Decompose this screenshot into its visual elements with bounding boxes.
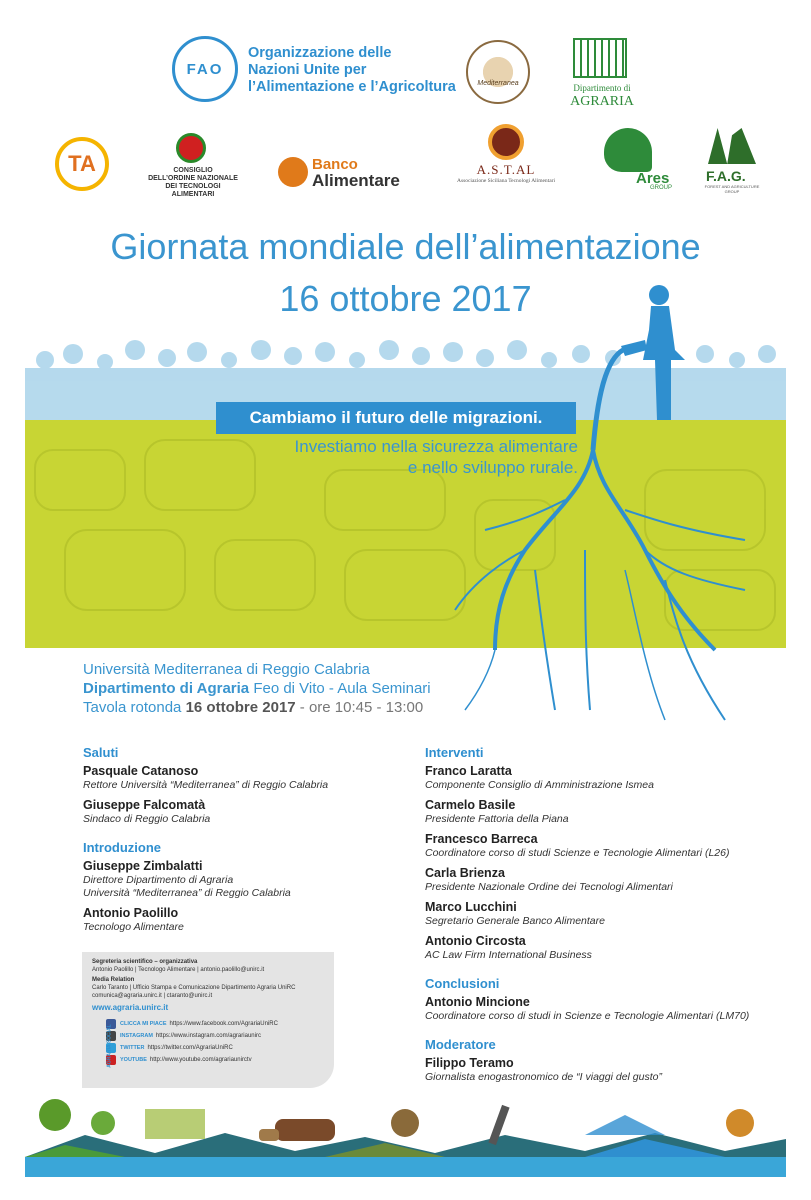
footer-water — [25, 1157, 786, 1177]
social-row-youtube[interactable] — [106, 1054, 324, 1066]
social-row-instagram[interactable] — [106, 1030, 324, 1042]
media-line2: comunica@agraria.unirc.it | ctaranto@unirc.it — [92, 993, 213, 999]
moderatore-heading: Moderatore — [425, 1037, 496, 1052]
ares-sub: GROUP — [650, 185, 673, 191]
fag-sub: FOREST AND AGRICULTURE GROUP — [704, 184, 760, 194]
interventi-heading: Interventi — [425, 745, 484, 760]
fish-icon — [585, 1115, 665, 1135]
astal-logo-text — [448, 162, 564, 184]
speaker-name: Francesco Barreca — [425, 832, 538, 846]
social-label: YOUTUBE — [120, 1057, 147, 1063]
university-seal-logo — [466, 40, 530, 104]
speaker-role: Presidente Fattoria della Piana — [425, 813, 569, 825]
speaker-name: Franco Laratta — [425, 764, 512, 778]
department-name: Dipartimento di Agraria — [83, 680, 250, 697]
media-line1: Carlo Taranto | Ufficio Stampa e Comunicazione Dipartimento Agraria UniRC — [92, 985, 296, 991]
speaker — [83, 859, 423, 900]
tree-icon — [39, 1099, 71, 1131]
fao-name — [248, 45, 456, 96]
speaker-role: Coordinatore corso di studi in Scienze e Tecnologie Alimentari (LM70) — [425, 1010, 750, 1022]
astal-sub: Associazione Siciliana Tecnologi Alimentari — [456, 178, 556, 184]
event-time: - ore 10:45 - 13:00 — [299, 699, 424, 716]
website-link[interactable]: www.agraria.unirc.it — [92, 1003, 169, 1012]
italian-emblem-icon — [176, 133, 206, 163]
tree-icon — [91, 1111, 115, 1135]
social-url[interactable]: https://www.facebook.com/AgrariaUniRC — [169, 1021, 278, 1027]
social-url[interactable]: https://www.instagram.com/agrariaunirc — [155, 1033, 261, 1039]
social-links — [92, 1018, 324, 1066]
campaign-message-bold: Cambiamo il futuro delle migrazioni. — [216, 402, 576, 434]
conclusioni-heading: Conclusioni — [425, 976, 500, 991]
fao-logo: FAO — [172, 36, 238, 102]
speaker-role: Rettore Università “Mediterranea” di Reggio Calabria — [83, 779, 329, 791]
speaker — [425, 866, 795, 894]
fao-name-line3: l’Alimentazione e l’Agricoltura — [248, 79, 456, 95]
banner-illustration — [25, 250, 786, 730]
speaker-role: Giornalista enogastronomico de “I viaggi del gusto” — [425, 1071, 662, 1083]
contacts-box — [82, 952, 334, 1088]
program-right-column — [425, 745, 795, 1090]
astal-name: A.S.T.AL — [476, 162, 536, 177]
agraria-name: AGRARIA — [570, 94, 634, 109]
speaker-name: Filippo Teramo — [425, 1056, 514, 1070]
speaker — [425, 900, 795, 928]
grass-icon — [145, 1109, 205, 1139]
speaker-role-line2: Università “Mediterranea” di Reggio Calabria — [83, 887, 291, 899]
event-title: Giornata mondiale dell’alimentazione — [110, 226, 701, 267]
speaker-role: Sindaco di Reggio Calabria — [83, 813, 211, 825]
footer-landscape — [25, 1095, 786, 1177]
banco-line2: Alimentare — [312, 171, 400, 190]
social-row-facebook[interactable] — [106, 1018, 324, 1030]
speaker-name: Antonio Mincione — [425, 995, 530, 1009]
food-bowl-icon — [391, 1109, 419, 1137]
social-vertical-label: AGRARIA SOCIAL — [106, 1024, 113, 1068]
speaker — [83, 764, 423, 792]
speaker-role: Componente Consiglio di Amministrazione Ismea — [425, 779, 654, 791]
speaker-name: Marco Lucchini — [425, 900, 517, 914]
social-url[interactable]: http://www.youtube.com/agrariaunirctv — [149, 1057, 252, 1063]
media-heading: Media Relation — [92, 977, 135, 983]
speaker-name: Antonio Circosta — [425, 934, 526, 948]
ares-helmet-icon — [604, 128, 652, 172]
campaign-message — [216, 436, 578, 478]
speaker — [425, 764, 795, 792]
event-format-date: 16 ottobre 2017 — [185, 699, 296, 716]
speaker-name: Carmelo Basile — [425, 798, 516, 812]
produce-icon — [726, 1109, 754, 1137]
cnta-line3: DEI TECNOLOGI ALIMENTARI — [165, 183, 221, 198]
program-left-column — [83, 745, 423, 940]
speaker — [83, 798, 423, 826]
banco-alimentare-logo-text — [312, 157, 400, 189]
speaker — [425, 798, 795, 826]
speaker-name: Carla Brienza — [425, 866, 505, 880]
agraria-logo-text — [562, 82, 642, 108]
social-row-twitter[interactable] — [106, 1042, 324, 1054]
speaker-name: Giuseppe Zimbalatti — [83, 859, 203, 873]
speaker-role: Presidente Nazionale Ordine dei Tecnologi Alimentari — [425, 881, 673, 893]
speaker-role: Tecnologo Alimentare — [83, 921, 184, 933]
campaign-message-line2: Investiamo nella sicurezza alimentare — [294, 437, 578, 456]
banco-line1: Banco — [312, 156, 358, 173]
university-name: Università Mediterranea di Reggio Calabria — [83, 661, 370, 678]
introduzione-heading: Introduzione — [83, 840, 161, 855]
speaker-name: Pasquale Catanoso — [83, 764, 199, 778]
agraria-building-logo — [573, 38, 627, 78]
cnta-line1: CONSIGLIO — [173, 167, 213, 174]
ares-name: Ares — [636, 170, 670, 187]
speaker-role: Direttore Dipartimento di Agraria — [83, 874, 234, 886]
banco-alimentare-icon — [278, 157, 308, 187]
speaker-role: Coordinatore corso di studi Scienze e Tecnologie Alimentari (L26) — [425, 847, 730, 859]
ta-logo: TA — [55, 137, 109, 191]
fao-name-line2: Nazioni Unite per — [248, 62, 367, 78]
fag-trees-icon — [708, 128, 756, 164]
speaker-name: Antonio Paolillo — [83, 906, 179, 920]
social-label: INSTAGRAM — [120, 1033, 153, 1039]
agraria-top: Dipartimento di — [573, 83, 631, 93]
social-url[interactable]: https://twitter.com/AgrariaUniRC — [147, 1045, 233, 1051]
goat-icon — [259, 1129, 279, 1141]
speaker — [425, 934, 795, 962]
secretariat-heading: Segreteria scientifico – organizzativa — [92, 959, 198, 965]
event-date: 16 ottobre 2017 — [279, 278, 532, 319]
saluti-heading: Saluti — [83, 745, 119, 760]
event-details — [83, 660, 431, 717]
speaker — [83, 906, 423, 934]
university-seal-label: Mediterranea — [477, 80, 519, 87]
astal-icon — [488, 124, 524, 160]
secretariat-line: Antonio Paolillo | Tecnologo Alimentare | antonio.paolillo@unirc.it — [92, 967, 265, 973]
cnta-logo-text — [148, 167, 238, 199]
fao-name-line1: Organizzazione delle — [248, 45, 392, 61]
speaker-name: Giuseppe Falcomatà — [83, 798, 206, 812]
venue: Feo di Vito - Aula Seminari — [253, 680, 431, 697]
speaker — [425, 832, 795, 860]
speaker — [425, 995, 795, 1023]
speaker-role: Segretario Generale Banco Alimentare — [425, 915, 605, 927]
speaker-role: AC Law Firm International Business — [425, 949, 592, 961]
speaker — [425, 1056, 795, 1084]
fag-name: F.A.G. — [706, 168, 746, 184]
event-format: Tavola rotonda — [83, 699, 182, 716]
campaign-message-line3: e nello sviluppo rurale. — [407, 458, 578, 477]
social-label: CLICCA MI PIACE — [120, 1021, 167, 1027]
cnta-line2: DELL’ORDINE NAZIONALE — [148, 175, 238, 182]
social-label: TWITTER — [120, 1045, 145, 1051]
cow-icon — [275, 1119, 335, 1141]
